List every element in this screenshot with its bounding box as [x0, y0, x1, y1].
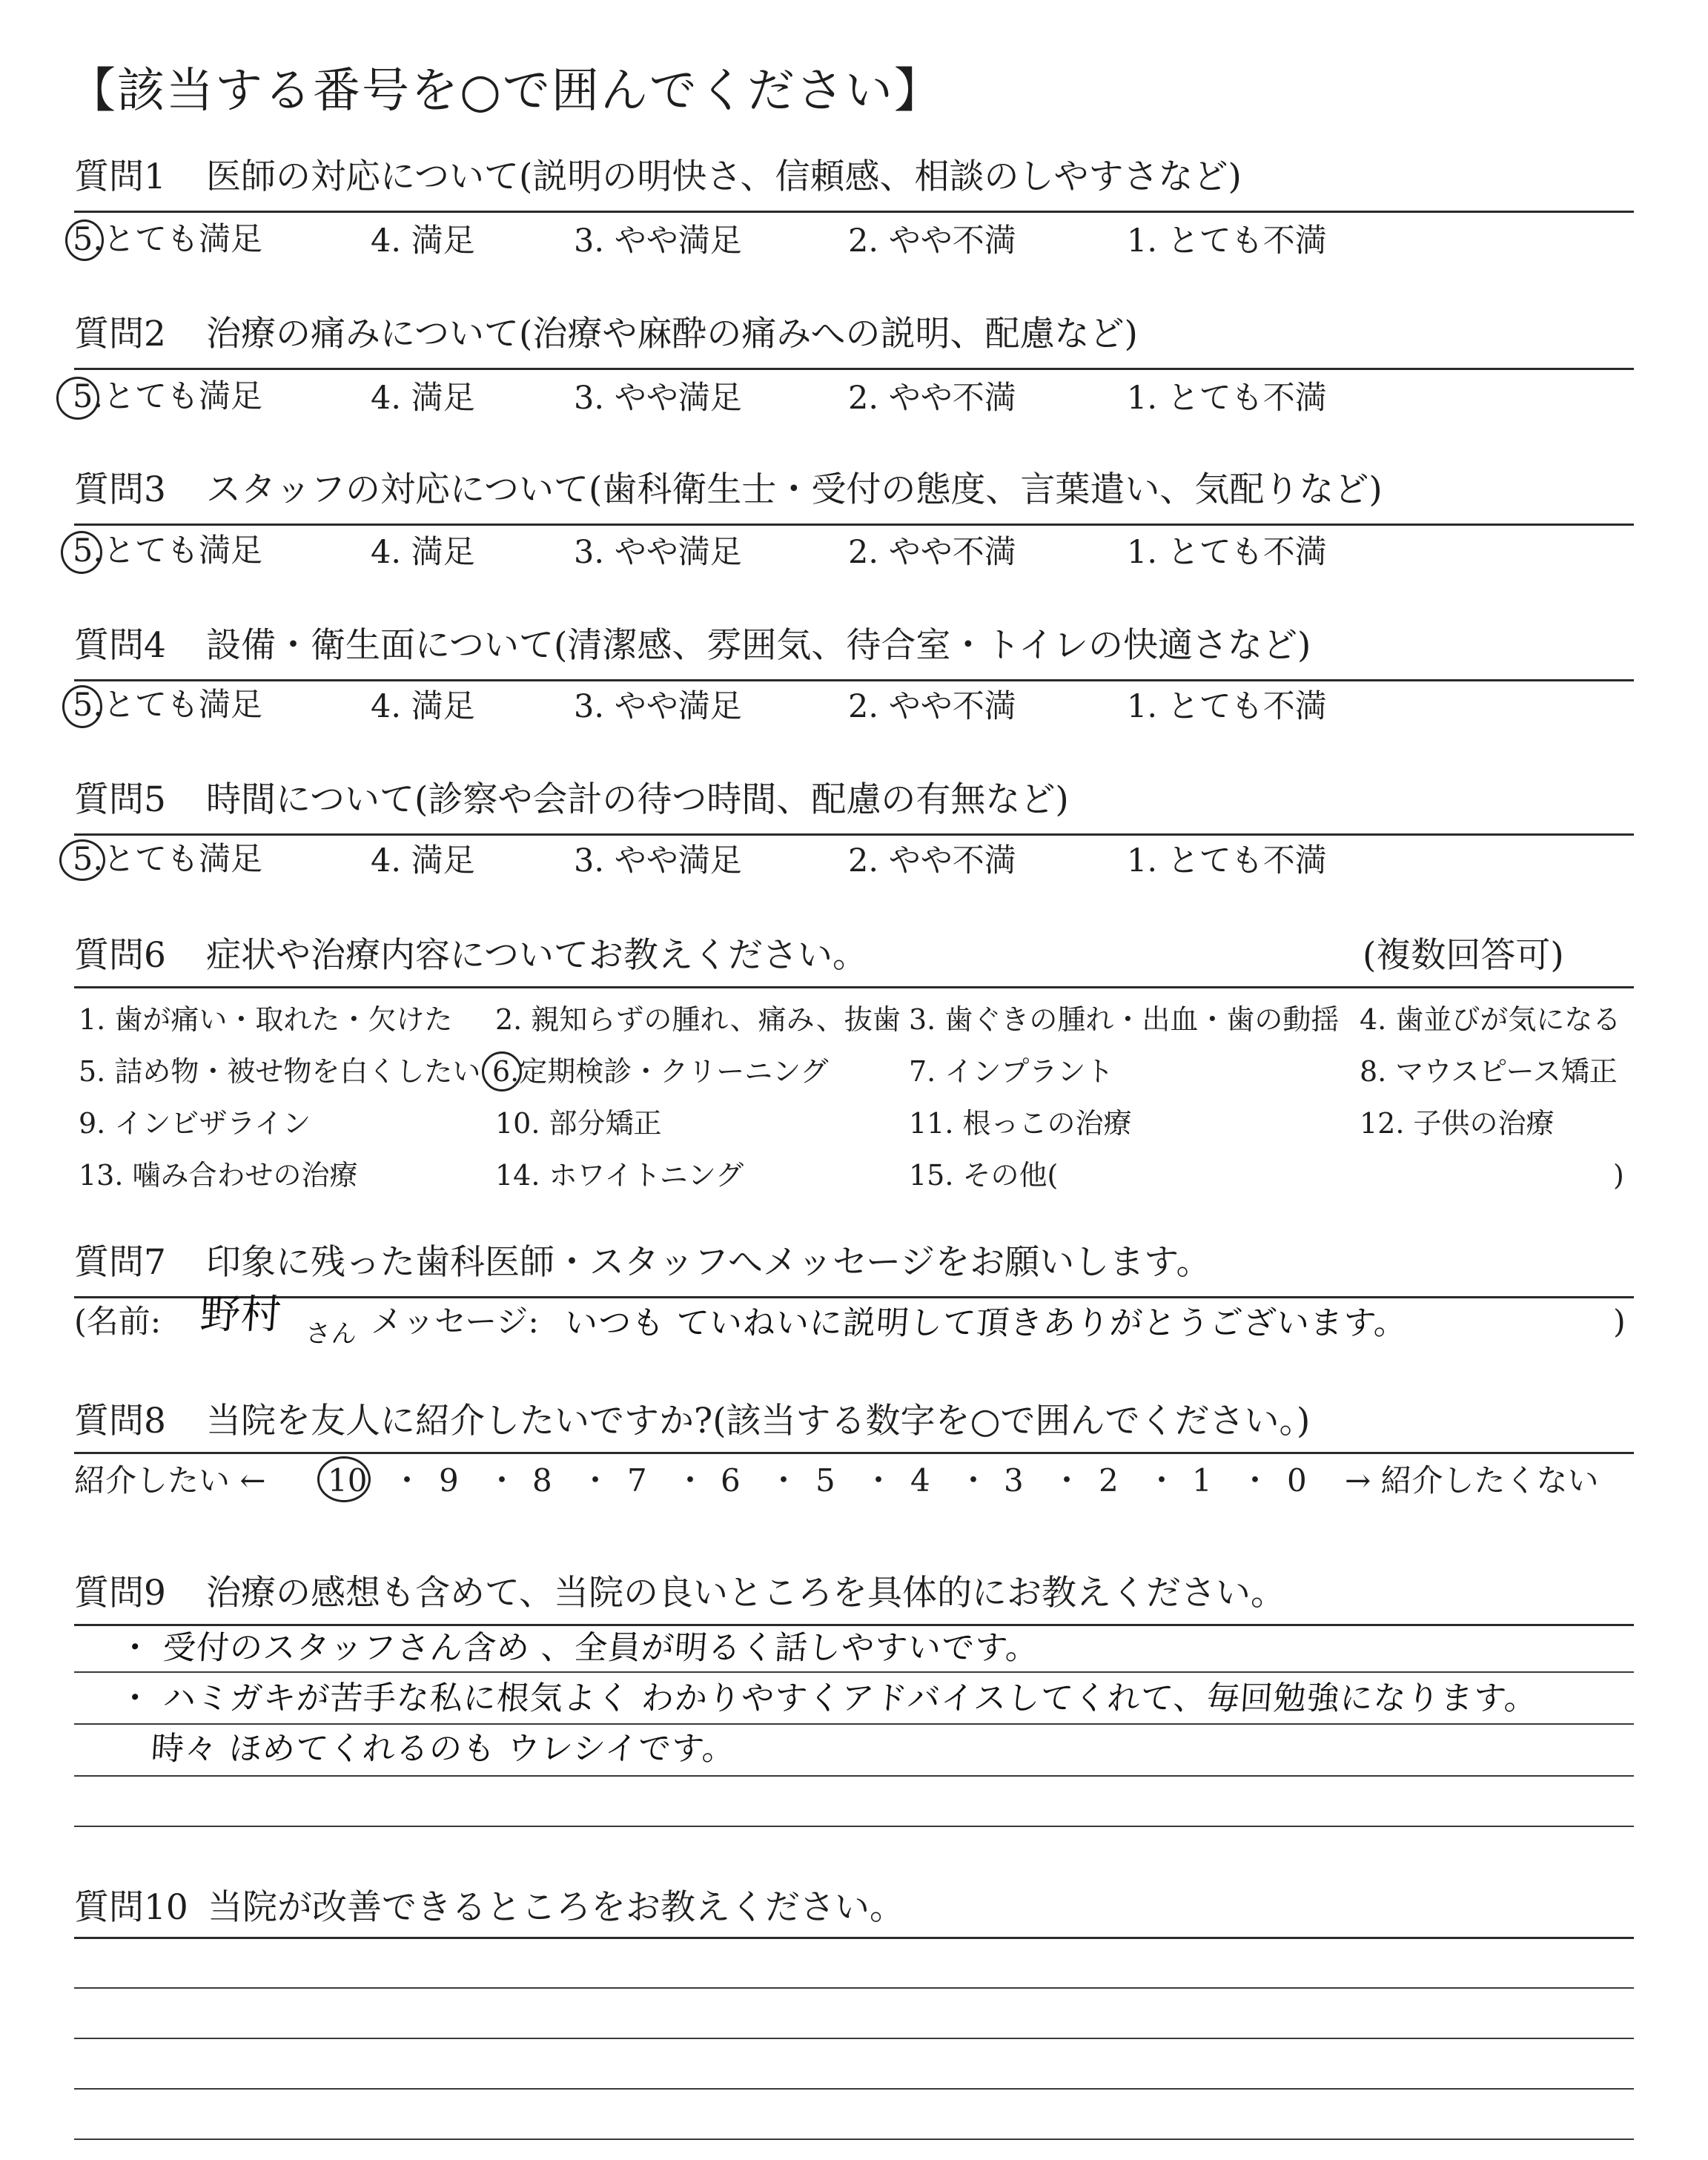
option-2[interactable]: 2. やや不満	[848, 688, 1016, 725]
q6-item-13[interactable]: 13. 噛み合わせの治療	[79, 1159, 358, 1192]
scale-6[interactable]: 6	[721, 1462, 741, 1499]
rule	[74, 211, 1634, 213]
rule	[74, 1452, 1634, 1454]
option-4[interactable]: 4. 満足	[371, 534, 475, 571]
question-number: 質問8	[74, 1401, 166, 1441]
option-5[interactable]: 5.とても満足	[73, 687, 263, 724]
scale-dot: ・	[1239, 1462, 1271, 1499]
recommend-right-label: → 紹介したくない	[1345, 1462, 1599, 1499]
option-4[interactable]: 4. 満足	[371, 222, 475, 260]
question-text: スタッフの対応について(歯科衛生士・受付の態度、言葉遣い、気配りなど)	[206, 469, 1383, 510]
scale-dot: ・	[863, 1462, 895, 1499]
question-number: 質問6	[74, 935, 166, 976]
rule	[74, 833, 1634, 836]
q6-item-5[interactable]: 5. 詰め物・被せ物を白くしたい	[79, 1055, 481, 1088]
question-number: 質問10	[74, 1887, 188, 1928]
multiple-answer-note: (複数回答可)	[1363, 935, 1564, 976]
option-1[interactable]: 1. とても不満	[1127, 222, 1327, 260]
rule	[74, 1296, 1634, 1298]
q6-other-close: )	[1613, 1159, 1624, 1192]
q6-item-10[interactable]: 10. 部分矯正	[495, 1107, 662, 1140]
answer-line-2[interactable]: ・ ハミガキが苦手な私に根気よく わかりやすくアドバイスしてくれて、毎回勉強になります。	[117, 1680, 1540, 1717]
scale-dot: ・	[958, 1462, 990, 1499]
q6-item-7[interactable]: 7. インプラント	[909, 1055, 1114, 1088]
option-5[interactable]: 5.とても満足	[73, 221, 263, 258]
question-text: 症状や治療内容についてお教えください。	[206, 935, 868, 976]
question-text: 治療の痛みについて(治療や麻酔の痛みへの説明、配慮など)	[206, 314, 1138, 354]
scale-4[interactable]: 4	[910, 1462, 930, 1499]
rule	[74, 679, 1634, 681]
scale-8[interactable]: 8	[532, 1462, 552, 1499]
answer-rule	[74, 1826, 1634, 1827]
scale-7[interactable]: 7	[627, 1462, 647, 1499]
scale-2[interactable]: 2	[1099, 1462, 1119, 1499]
answer-rule	[74, 1723, 1634, 1725]
scale-9[interactable]: 9	[439, 1462, 459, 1499]
message-label: メッセージ:	[371, 1304, 539, 1341]
scale-0[interactable]: 0	[1287, 1462, 1307, 1499]
scale-dot: ・	[768, 1462, 800, 1499]
q6-item-4[interactable]: 4. 歯並びが気になる	[1360, 1003, 1621, 1036]
option-2[interactable]: 2. やや不満	[848, 534, 1016, 571]
scale-dot: ・	[486, 1462, 518, 1499]
scale-dot: ・	[1146, 1462, 1178, 1499]
option-5[interactable]: 5.とても満足	[73, 532, 263, 569]
question-number: 質問3	[74, 469, 166, 510]
scale-dot: ・	[391, 1462, 423, 1499]
question-text: 治療の感想も含めて、当院の良いところを具体的にお教えください。	[206, 1573, 1286, 1614]
rule	[74, 986, 1634, 988]
question-number: 質問1	[74, 156, 166, 197]
option-1[interactable]: 1. とても不満	[1127, 688, 1327, 725]
scale-dot: ・	[1051, 1462, 1083, 1499]
answer-line-3[interactable]: 時々 ほめてくれるのも ウレシイです。	[150, 1730, 737, 1768]
option-3[interactable]: 3. やや満足	[574, 380, 742, 417]
answer-rule	[74, 2038, 1634, 2039]
q6-item-12[interactable]: 12. 子供の治療	[1360, 1107, 1555, 1140]
recommend-left-label: 紹介したい ←	[74, 1462, 266, 1499]
question-text: 当院が改善できるところをお教えください。	[208, 1887, 904, 1928]
q6-item-14[interactable]: 14. ホワイトニング	[495, 1159, 744, 1192]
rule	[74, 1624, 1634, 1626]
option-3[interactable]: 3. やや満足	[574, 222, 742, 260]
q6-item-6[interactable]: 6.定期検診・クリーニング	[492, 1055, 829, 1088]
name-value[interactable]: 野村	[198, 1291, 284, 1338]
answer-rule	[74, 1937, 1634, 1939]
option-4[interactable]: 4. 満足	[371, 842, 475, 879]
q6-item-11[interactable]: 11. 根っこの治療	[909, 1107, 1132, 1140]
option-3[interactable]: 3. やや満足	[574, 688, 742, 725]
option-5[interactable]: 5.とても満足	[73, 841, 263, 878]
q6-item-9[interactable]: 9. インビザライン	[79, 1107, 311, 1140]
option-1[interactable]: 1. とても不満	[1127, 534, 1327, 571]
question-number: 質問9	[74, 1573, 166, 1614]
option-1[interactable]: 1. とても不満	[1127, 842, 1327, 879]
scale-5[interactable]: 5	[815, 1462, 835, 1499]
question-number: 質問7	[74, 1242, 166, 1283]
answer-rule	[74, 1987, 1634, 1989]
option-2[interactable]: 2. やや不満	[848, 380, 1016, 417]
option-4[interactable]: 4. 満足	[371, 688, 475, 725]
name-suffix: さん	[304, 1319, 359, 1349]
answer-rule	[74, 1671, 1634, 1673]
q6-item-8[interactable]: 8. マウスピース矯正	[1360, 1055, 1618, 1088]
answer-rule	[74, 2088, 1634, 2090]
question-text: 医師の対応について(説明の明快さ、信頼感、相談のしやすさなど)	[206, 156, 1242, 197]
scale-10[interactable]: 10	[328, 1462, 368, 1499]
rule	[74, 368, 1634, 370]
rule	[74, 524, 1634, 526]
answer-line-1[interactable]: ・ 受付のスタッフさん含め 、全員が明るく話しやすいです。	[117, 1629, 1041, 1667]
option-1[interactable]: 1. とても不満	[1127, 380, 1327, 417]
option-2[interactable]: 2. やや不満	[848, 222, 1016, 260]
question-number: 質問4	[74, 625, 166, 666]
scale-dot: ・	[675, 1462, 706, 1499]
option-2[interactable]: 2. やや不満	[848, 842, 1016, 879]
scale-3[interactable]: 3	[1004, 1462, 1024, 1499]
option-3[interactable]: 3. やや満足	[574, 842, 742, 879]
message-close: )	[1613, 1304, 1626, 1341]
q6-item-2[interactable]: 2. 親知らずの腫れ、痛み、抜歯	[495, 1003, 901, 1036]
message-value[interactable]: いつも ていねいに説明して頂きありがとうございます。	[563, 1304, 1409, 1342]
answer-rule	[74, 1775, 1634, 1777]
scale-1[interactable]: 1	[1192, 1462, 1212, 1499]
question-number: 質問5	[74, 779, 166, 820]
answer-rule	[74, 2138, 1634, 2140]
scale-dot: ・	[580, 1462, 612, 1499]
question-text: 印象に残った歯科医師・スタッフへメッセージをお願いします。	[206, 1242, 1211, 1283]
question-number: 質問2	[74, 314, 166, 354]
q6-item-15[interactable]: 15. その他(	[909, 1159, 1059, 1192]
option-4[interactable]: 4. 満足	[371, 380, 475, 417]
name-label: (名前:	[74, 1304, 162, 1341]
option-3[interactable]: 3. やや満足	[574, 534, 742, 571]
question-text: 時間について(診察や会計の待つ時間、配慮の有無など)	[206, 779, 1069, 820]
q6-item-1[interactable]: 1. 歯が痛い・取れた・欠けた	[79, 1003, 453, 1036]
question-text: 当院を友人に紹介したいですか?(該当する数字を○で囲んでください。)	[206, 1401, 1311, 1441]
q6-item-3[interactable]: 3. 歯ぐきの腫れ・出血・歯の動揺	[909, 1003, 1340, 1036]
option-5[interactable]: 5.とても満足	[73, 378, 263, 415]
question-text: 設備・衛生面について(清潔感、雰囲気、待合室・トイレの快適さなど)	[206, 625, 1311, 666]
instruction-header: 【該当する番号を○で囲んでください】	[68, 64, 943, 119]
